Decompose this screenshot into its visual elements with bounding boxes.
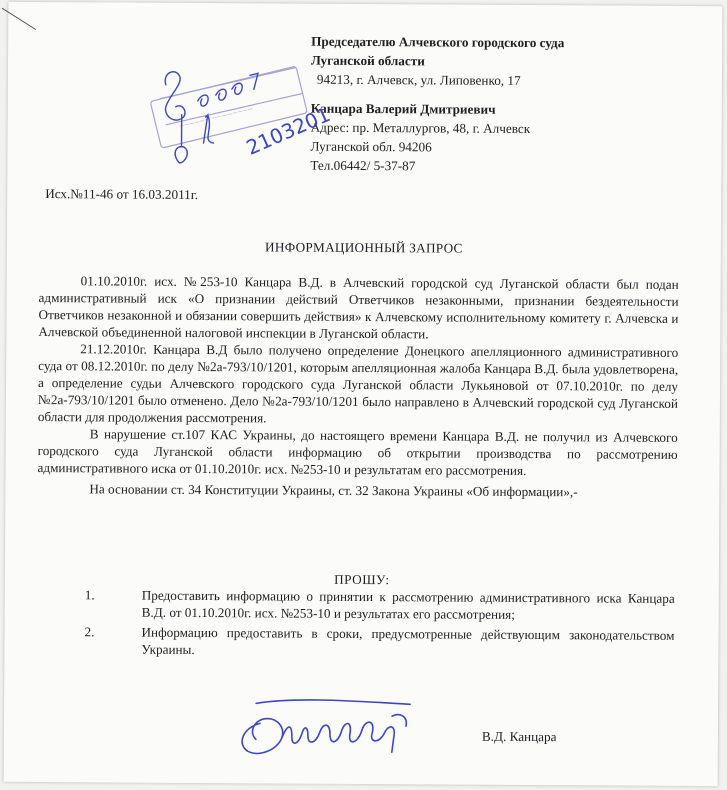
list-item [85,586,675,624]
paragraph-3: В нарушение ст.107 КАС Украины, до настоящего времени Канцара В.Д. не получил из Алчевского городского суда Луганской области информацию об открытии производства по рассмотрению административного иска от 01.10.2010г. исх. №253-10 и результатам его рассмотрения. [37,426,678,478]
document-page [4,2,723,786]
stamp-faded-text [178,103,254,132]
paragraph-2: 21.12.2010г. Канцара В.Д было получено определение Донецкого апелляционного административного суда от 08.12.2010г. по делу №2а-793/10/1201, которым апелляционная жалоба Канцара В.Д. была удовлетворена, а определение судьи Алчевского городского суда Луганской области Лукьяновой от 07.10.2010г. по делу №2а-793/10/1201 было отменено. Дело №2а-793/10/1201 было направлено в Алчевский городской суд Луганской области для продолжения рассмотрения. [37,341,679,426]
list-item-text: Информацию предоставить в сроки, предусмотренные действующим законодательством Украины. [141,624,675,657]
addressee-line-1: Председателю Алчевского городского суда [311,33,565,51]
sender-phone: Тел.06442/ 5-37-87 [310,157,416,174]
stamp-date: 2103201 [242,102,334,160]
request-list [84,586,674,664]
paragraph-1: 01.10.2010г. исх. №253-10 Канцара В.Д. в Алчевский городской суд Луганской области был подан административный иск «О признании действий Ответчиков незаконными, признании бездеятельности Ответчиков незаконной и обязании совершить действия» к Алчевскому исполнительному комитету г. Алчевска и Алчевской объединенной налоговой инспекции в Луганской области. [38,273,679,342]
document-body [37,272,678,501]
outgoing-reference: Исх.№11-46 от 16.03.2011г. [45,186,199,202]
request-heading: ПРОШУ: [334,571,390,588]
svg-text:~~~~~~ ~~~~~~~~: ~~~~~~ ~~~~~~~~ [177,103,255,132]
signer-name: В.Д. Канцара [481,728,557,745]
list-item-number: 1. [84,587,95,603]
addressee-block [310,32,701,177]
addressee-line-2: Луганской области [310,52,425,69]
list-item-text: Предоставить информацию о принятии к рассмотрению административного иска Канцара В.Д. от 01.10.2010г. исх. №253-10 и результатах его рассмотрения; [141,587,675,622]
list-item [84,623,674,661]
court-address: 94213, г. Алчевск, ул. Липовенко, 17 [316,71,521,88]
sender-name: Канцара Валерий Дмитриевич [310,100,496,117]
sender-address-2: Луганской обл. 94206 [310,138,432,155]
list-item-number: 2. [84,624,95,640]
document-title: ИНФОРМАЦИОННЫЙ ЗАПРОС [265,239,463,256]
paragraph-4: На основании ст. 34 Конституции Украины, ст. 32 Закона Украины «Об информации»,- [89,481,578,500]
fold-mark [2,8,36,30]
received-stamp [135,55,334,176]
sender-address-1: Адрес: пр. Металлургов, 48, г. Алчевск [310,119,531,137]
handwritten-signature [230,693,430,764]
